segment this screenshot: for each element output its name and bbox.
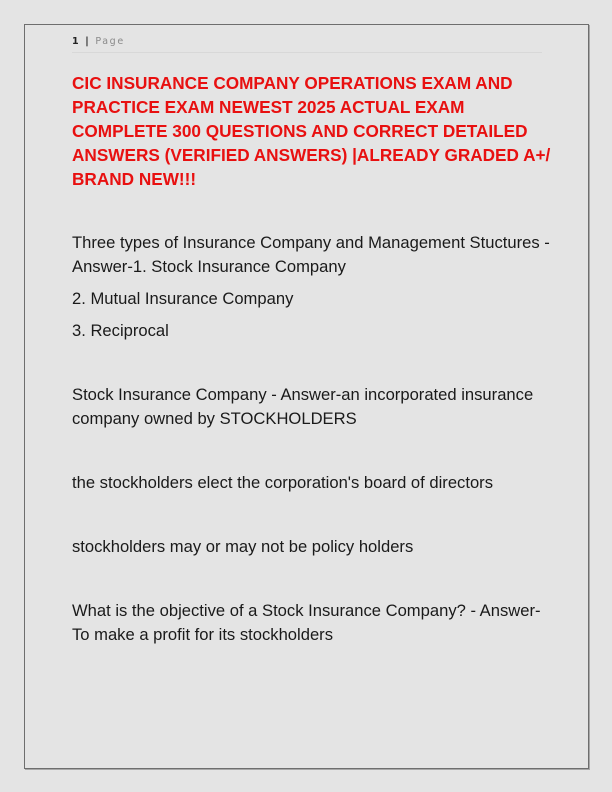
page-label: Page bbox=[95, 36, 125, 47]
paragraph-objective: What is the objective of a Stock Insurance Company? - Answer-To make a profit for its stockholders bbox=[72, 601, 541, 644]
page-number: 1 bbox=[72, 36, 79, 47]
page-header bbox=[72, 36, 542, 53]
paragraph-mutual: 2. Mutual Insurance Company bbox=[72, 289, 294, 308]
paragraph-stock-definition: Stock Insurance Company - Answer-an incorporated insurance company owned by STOCKHOLDERS bbox=[72, 385, 534, 428]
paragraph-reciprocal: 3. Reciprocal bbox=[72, 321, 169, 340]
paragraph-board-election: the stockholders elect the corporation's board of directors bbox=[72, 473, 494, 492]
document-title: CIC INSURANCE COMPANY OPERATIONS EXAM AND PRACTICE EXAM NEWEST 2025 ACTUAL EXAM COMPLETE 300 QUESTIONS AND CORRECT DETAILED ANSWERS (VERIFIED ANSWERS) |ALREADY GRADED A+/ BRAND NEW!!! bbox=[72, 73, 551, 189]
page-separator: | bbox=[85, 36, 89, 47]
paragraph-types: Three types of Insurance Company and Management Stuctures - Answer-1. Stock Insurance Company bbox=[72, 233, 550, 276]
paragraph-policy-holders: stockholders may or may not be policy holders bbox=[72, 537, 414, 556]
